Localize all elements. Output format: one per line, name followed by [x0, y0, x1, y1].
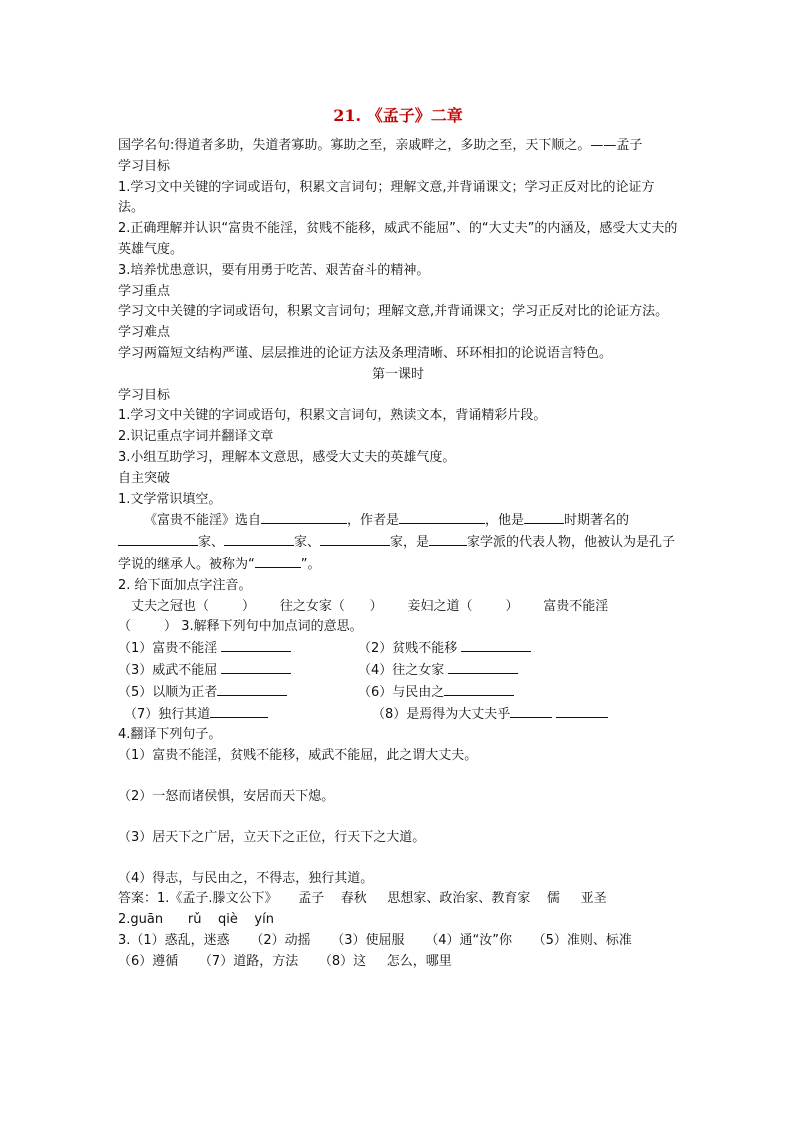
- answer-space[interactable]: [118, 808, 678, 828]
- q1-text: ，作者是: [347, 513, 400, 529]
- q3-label: （1）富贵不能淫: [118, 641, 218, 657]
- fill-blank[interactable]: [556, 704, 608, 718]
- difficulty-text: 学习两篇短文结构严谨、层层推进的论证方法及条理清晰、环环相扣的论说语言特色。: [118, 345, 613, 361]
- fill-blank[interactable]: [217, 682, 287, 696]
- q3-label: （3）威武不能屈: [118, 662, 218, 678]
- q3-item: [358, 660, 598, 682]
- answers-line: （6）遵循 （7）道路，方法 （8）这 怎么，哪里: [118, 953, 452, 969]
- answer-space[interactable]: [118, 767, 678, 787]
- fill-blank[interactable]: [118, 532, 198, 546]
- q1-text: 《富贵不能淫》选自: [144, 513, 262, 529]
- q1-text: 家学派的代表人物，他被认为是孔子学说的继承人。被称为“: [118, 535, 676, 572]
- question-3-row: [118, 682, 678, 704]
- translation-item: （2）一怒而诸侯惧，安居而天下熄。: [118, 788, 335, 804]
- fill-blank[interactable]: [224, 532, 294, 546]
- q1-text: 时期著名的: [564, 513, 630, 529]
- q3-label: （4）往之女家: [358, 662, 445, 678]
- question-2-heading: 2. 给下面加点字注音。: [118, 577, 252, 593]
- document-page: [118, 104, 678, 972]
- lesson-title: 第一课时: [371, 366, 424, 382]
- fill-blank[interactable]: [399, 510, 485, 524]
- page-title: 21. 《孟子》二章: [333, 106, 463, 125]
- fill-blank[interactable]: [210, 704, 268, 718]
- q1-text: ，他是: [485, 513, 525, 529]
- fill-blank[interactable]: [444, 682, 514, 696]
- q3-item: [358, 704, 612, 726]
- lesson-goal-item: 3.小组互助学习，理解本文意思，感受大丈夫的英雄气度。: [118, 449, 456, 465]
- fill-blank[interactable]: [510, 704, 552, 718]
- fill-blank[interactable]: [448, 660, 518, 674]
- fill-blank[interactable]: [320, 532, 390, 546]
- question-2-line: 丈夫之冠也（ ） 往之女家（ ） 妾妇之道（ ） 富贵不能淫: [131, 598, 609, 614]
- goal-item: 3.培养忧患意识，要有用勇于吃苦、艰苦奋斗的精神。: [118, 262, 430, 278]
- q1-text: 家、: [198, 535, 225, 551]
- answers-line: 3.（1）惑乱，迷惑 （2）动摇 （3）使屈服 （4）通“汝”你 （5）准则、标准: [118, 932, 632, 948]
- q3-item: [118, 704, 358, 726]
- translation-item: （1）富贵不能淫，贫贱不能移，威武不能屈，此之谓大丈夫。: [118, 748, 478, 764]
- question-1-body-2: [118, 532, 678, 576]
- lesson-goal-item: 2.识记重点字词并翻译文章: [118, 429, 274, 445]
- question-3-row: [118, 704, 678, 726]
- question-1-heading: 1.文学常识填空。: [118, 491, 222, 507]
- question-4-heading: 4.翻译下列句子。: [118, 727, 222, 743]
- difficulty-heading: 学习难点: [118, 325, 171, 341]
- q3-label: （5）以顺为正者: [118, 684, 218, 700]
- fill-blank[interactable]: [255, 554, 301, 568]
- q3-label: （2）贫贱不能移: [358, 641, 458, 657]
- question-1-body: [118, 510, 678, 532]
- answers-line: 答案：1.《孟子.滕文公下》 孟子 春秋 思想家、政治家、教育家 儒 亚圣: [118, 891, 607, 907]
- goals-heading: 学习目标: [118, 158, 171, 174]
- fill-blank[interactable]: [524, 510, 564, 524]
- q3-item: [118, 660, 358, 682]
- lesson-goal-item: 1.学习文中关键的字词或语句，积累文言词句，熟读文本，背诵精彩片段。: [118, 408, 547, 424]
- q1-text: 家，是: [390, 535, 430, 551]
- goal-item: 2.正确理解并认识“富贵不能淫，贫贱不能移，威武不能屈”、的“大丈夫”的内涵及，感受大丈夫的英雄气度。: [118, 221, 678, 257]
- answer-space[interactable]: [118, 849, 678, 869]
- lesson-goals-heading: 学习目标: [118, 387, 171, 403]
- goal-item: 1.学习文中关键的字词或语句，积累文言词句；理解文意,并背诵课文；学习正反对比的论证方法。: [118, 179, 655, 216]
- fill-blank[interactable]: [221, 638, 291, 652]
- q3-item: [118, 682, 358, 704]
- q3-label: （6）与民由之: [358, 684, 445, 700]
- key-heading: 学习重点: [118, 283, 171, 299]
- question-3-row: [118, 638, 678, 660]
- q3-item: [358, 682, 598, 704]
- self-study-heading: 自主突破: [118, 470, 171, 486]
- question-3-heading: 3.解释下列句中加点词的意思。: [181, 619, 363, 635]
- translation-item: （3）居天下之广居，立天下之正位，行天下之大道。: [118, 829, 426, 845]
- question-3-row: [118, 660, 678, 682]
- fill-blank[interactable]: [221, 660, 291, 674]
- q1-text: 家、: [294, 535, 321, 551]
- fill-blank[interactable]: [261, 510, 347, 524]
- q3-item: [358, 638, 598, 660]
- q3-label: （8）是焉得为大丈夫乎: [372, 706, 511, 722]
- fill-blank[interactable]: [429, 532, 467, 546]
- q2-text: （ ）: [118, 619, 178, 635]
- key-text: 学习文中关键的字词或语句，积累文言词句；理解文意,并背诵课文；学习正反对比的论证方法。: [118, 304, 669, 320]
- question-2-line: [118, 617, 678, 638]
- translation-item: （4）得志，与民由之，不得志，独行其道。: [118, 870, 374, 886]
- q1-text: ”。: [300, 556, 321, 572]
- fill-blank[interactable]: [461, 638, 531, 652]
- answers-line: 2.guān rǔ qiè yín: [118, 912, 274, 928]
- q3-item: [118, 638, 358, 660]
- q3-label: （7）独行其道: [124, 706, 211, 722]
- motto: 国学名句:得道者多助，失道者寡助。寡助之至，亲戚畔之，多助之至，天下顺之。——孟子: [118, 138, 643, 153]
